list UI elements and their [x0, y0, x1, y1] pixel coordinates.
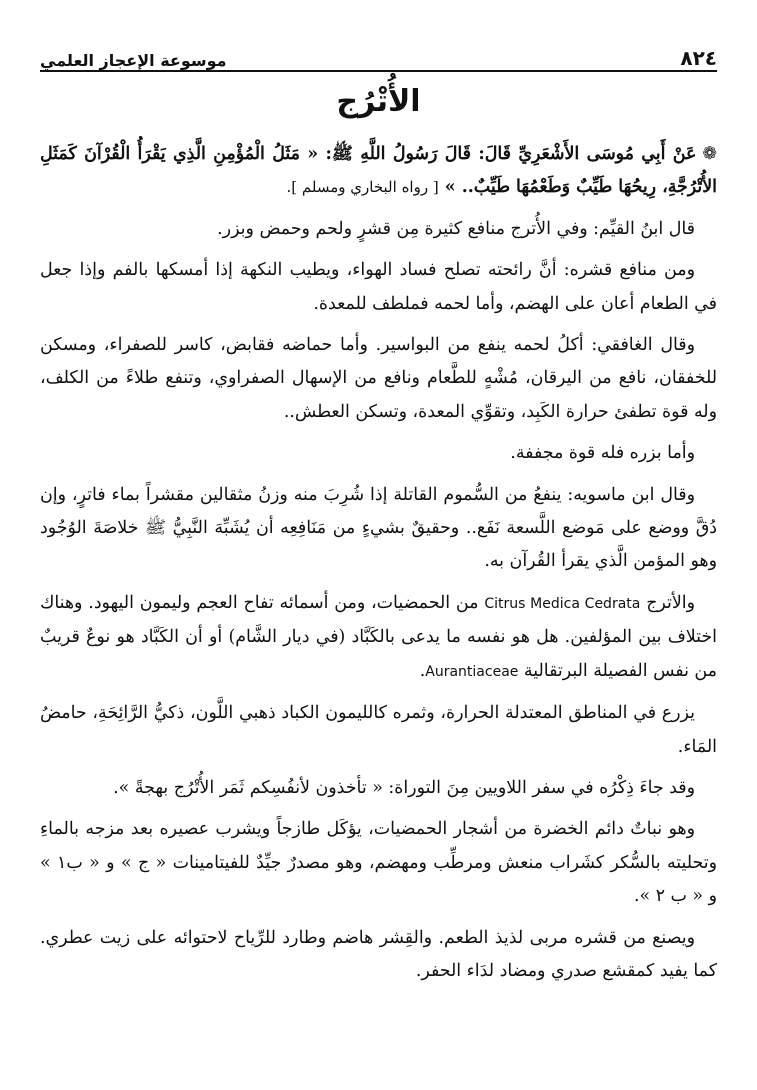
page-header	[40, 44, 717, 72]
paragraph-seeds: وأما بزره فله قوة مجففة.	[510, 443, 695, 464]
paragraph-ghafiqi: وقال الغافقي: أكلُ لحمه ينفع من البواسير. وأما حماضه فقابض، كاسر للصفراء، ومسكن للخفقان، نافع من اليرقان، مُشْهٍ للطَّعام ونافع من الإسهال الصفراوي، وتنفع طلاءً من الكلف، وله قوة تطفئ حرارة الكَبِد، وتقوِّي المعدة، وتسكن العطش..	[40, 335, 717, 422]
paragraph-peel-benefits: ومن منافع قشره: أنَّ رائحته تصلح فساد الهواء، ويطيب النكهة إذا أمسكها بالفم وإذا جعل في الطعام أعان على الهضم، وأما لحمه فملطف للمعدة.	[40, 260, 717, 314]
citrus-text-a: والأترج	[646, 592, 696, 613]
hadith-paragraph	[40, 138, 717, 205]
flower-star-icon: ❁	[702, 144, 717, 164]
hadith-text: عَنْ أَبِي مُوسَى الأَشْعَرِيِّ قَالَ: قَالَ رَسُولُ اللَّهِ ﷺ: « مَثَلُ الْمُؤْمِنِ الَّذِي يَقْرَأُ الْقُرْآنَ كَمَثَلِ الأُتْرُجَّةِ، رِيحُهَا طَيِّبٌ وَطَعْمُهَا طَيِّبٌ.. »	[40, 144, 717, 198]
citrus-text-c: .	[419, 660, 426, 681]
latin-name-citrus: Citrus Medica Cedrata	[484, 595, 641, 612]
paragraph-citrus-classification	[40, 587, 717, 689]
citrus-text-b: من الحمضيات، ومن أسمائه تفاح العجم وليمون اليهود. وهناك اختلاف بين المؤلفين. هل هو نفسه ما يدعى بالكَبَّاد (في ديار الشَّام) أو أن الكَبَّاد هو نوعٌ قريبٌ من نفس الفصيلة البرتقالية	[40, 592, 717, 681]
page-body	[40, 138, 717, 996]
paragraph-ibn-qayyim: قال ابنُ القيِّم: وفي الأُترج منافع كثيرة مِن قشرٍ ولحم وحمض وبزر.	[217, 218, 695, 239]
book-title: موسوعة الإعجاز العلمي	[40, 51, 227, 70]
latin-name-family: Aurantiaceae	[425, 663, 519, 680]
hadith-reference: [ رواه البخاري ومسلم ].	[286, 178, 439, 197]
paragraph-ibn-masawayh: وقال ابن ماسويه: ينفعُ من السُّموم القاتلة إذا شُرِبَ منه وزنُ مثقالين مقشراً بماء فاترٍ، وإن دُقَّ ووضع على مَوضع اللَّسعة نَفَع.. وحقيقٌ بشيءٍ من مَنَافِعِه أن يُشَبِّهَ النَّبِيُّ ﷺ خلاصَةَ الوُجُود وهو المؤمن الَّذي يقرأ القُرآن به.	[40, 484, 717, 572]
paragraph-torah: وقد جاءَ ذِكْرُه في سفر اللاويين مِنَ التوراة: « تأخذون لأنفُسِكم ثَمَر الأُتْرُج بهجةً ».	[113, 777, 695, 798]
chapter-title: الأُتْرُج	[336, 84, 421, 119]
paragraph-cultivation: يزرع في المناطق المعتدلة الحرارة، وثمره كالليمون الكباد ذهبي اللَّون، ذكيُّ الرَّائِحَةِ، حامضُ المَاء.	[40, 703, 717, 757]
paragraph-nutrition: وهو نباتٌ دائم الخضرة من أشجار الحمضيات، يؤكَل طازجاً ويشرب عصيره بعد مزجه بالماءِ وتحليته بالسُّكر كشَراب منعش ومرطِّب ومهضم، وهو مصدرٌ جيِّدٌ للفيتامينات « ج » و « ب١ » و « ب ٢ ».	[40, 819, 717, 907]
page-number: ٨٢٤	[680, 46, 717, 70]
paragraph-uses: ويصنع من قشره مربى لذيذ الطعم. والقِشر هاضم وطارد للرِّياح لاحتوائه على زيت عطري. كما يفيد كمقشع صدري ومضاد لدَاء الحفر.	[40, 927, 717, 981]
